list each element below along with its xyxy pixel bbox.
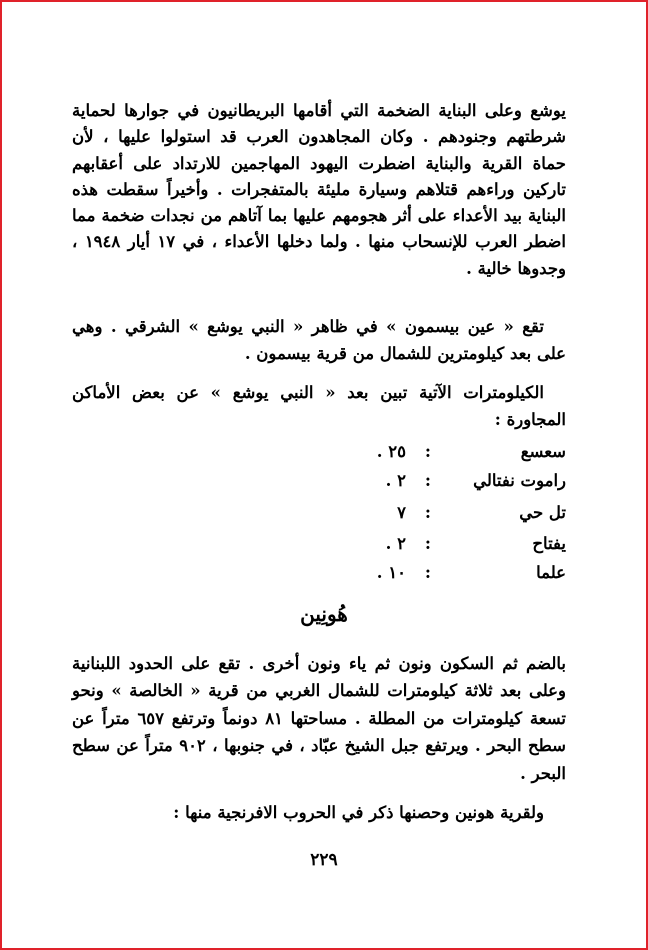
paragraph-siege-account: يوشع وعلى البناية الضخمة التي أقامها البريطانيون في جوارها لحماية شرطتهم وجنودهم . وكان المجاهدون العرب قد استولوا عليها ، لأن حماة القرية والبناية اضطرت اليهود المهاجمين للارتداد على أعقابهم تاركين وراءهم قتلاهم وسيارة مليئة بالمتفجرات . وأخيراً سقطت هذه البناية بيد الأعداء على أثر هجومهم عليها بما آتاهم من نجدات ضخمة مما اضطر العرب للإنسحاب منها . ولما دخلها الأعداء ، في ١٧ أيار ١٩٤٨ ، وجدوها خالية . <box>72 101 566 278</box>
distance-row <box>306 471 566 499</box>
distance-row <box>306 503 566 531</box>
distance-row <box>306 534 566 562</box>
place-name: راموت نفتالي <box>473 471 566 490</box>
distance-value: ١٠ . <box>376 563 406 582</box>
separator: : <box>424 534 431 553</box>
distance-value: ٧ <box>397 503 406 522</box>
distance-row <box>306 442 566 470</box>
paragraph-ein-bisamun: تقع « عين بيسمون » في ظاهر « النبي يوشع » الشرقي . وهي على بعد كيلومترين للشمال من قرية بيسمون . <box>72 317 566 363</box>
paragraph-distances-intro: الكيلومترات الآتية تبين بعد « النبي يوشع » عن بعض الأماكن المجاورة : <box>72 383 566 429</box>
distance-value: ٢ . <box>385 471 406 490</box>
place-name: يفتاح <box>532 534 566 553</box>
distance-list <box>306 442 566 592</box>
section-heading: هُونِين <box>300 602 348 626</box>
separator: : <box>424 471 431 490</box>
place-name: سعسع <box>520 442 566 461</box>
separator: : <box>424 563 431 582</box>
paragraph-hunin-crusades: ولقرية هونين وحصنها ذكر في الحروب الافرنجية منها : <box>173 803 544 822</box>
place-name: علما <box>536 563 566 582</box>
distance-value: ٢٥ . <box>376 442 406 461</box>
separator: : <box>424 442 431 461</box>
page-number: ٢٢٩ <box>310 850 338 870</box>
distance-value: ٢ . <box>385 534 406 553</box>
separator: : <box>424 503 431 522</box>
paragraph-hunin-description: بالضم ثم السكون ونون ثم ياء ونون أخرى . تقع على الحدود اللبنانية وعلى بعد ثلاثة كيلومترات للشمال الغربي من قرية « الخالصة » ونحو تسعة كيلومترات من المطلة . مساحتها ٨١ دونماً وترتفع ٦٥٧ متراً عن سطح البحر . ويرتفع جبل الشيخ عبّاد ، في جنوبها ، ٩٠٢ متراً عن سطح البحر . <box>72 654 567 783</box>
distance-row <box>306 563 566 591</box>
place-name: تل حي <box>519 503 566 522</box>
